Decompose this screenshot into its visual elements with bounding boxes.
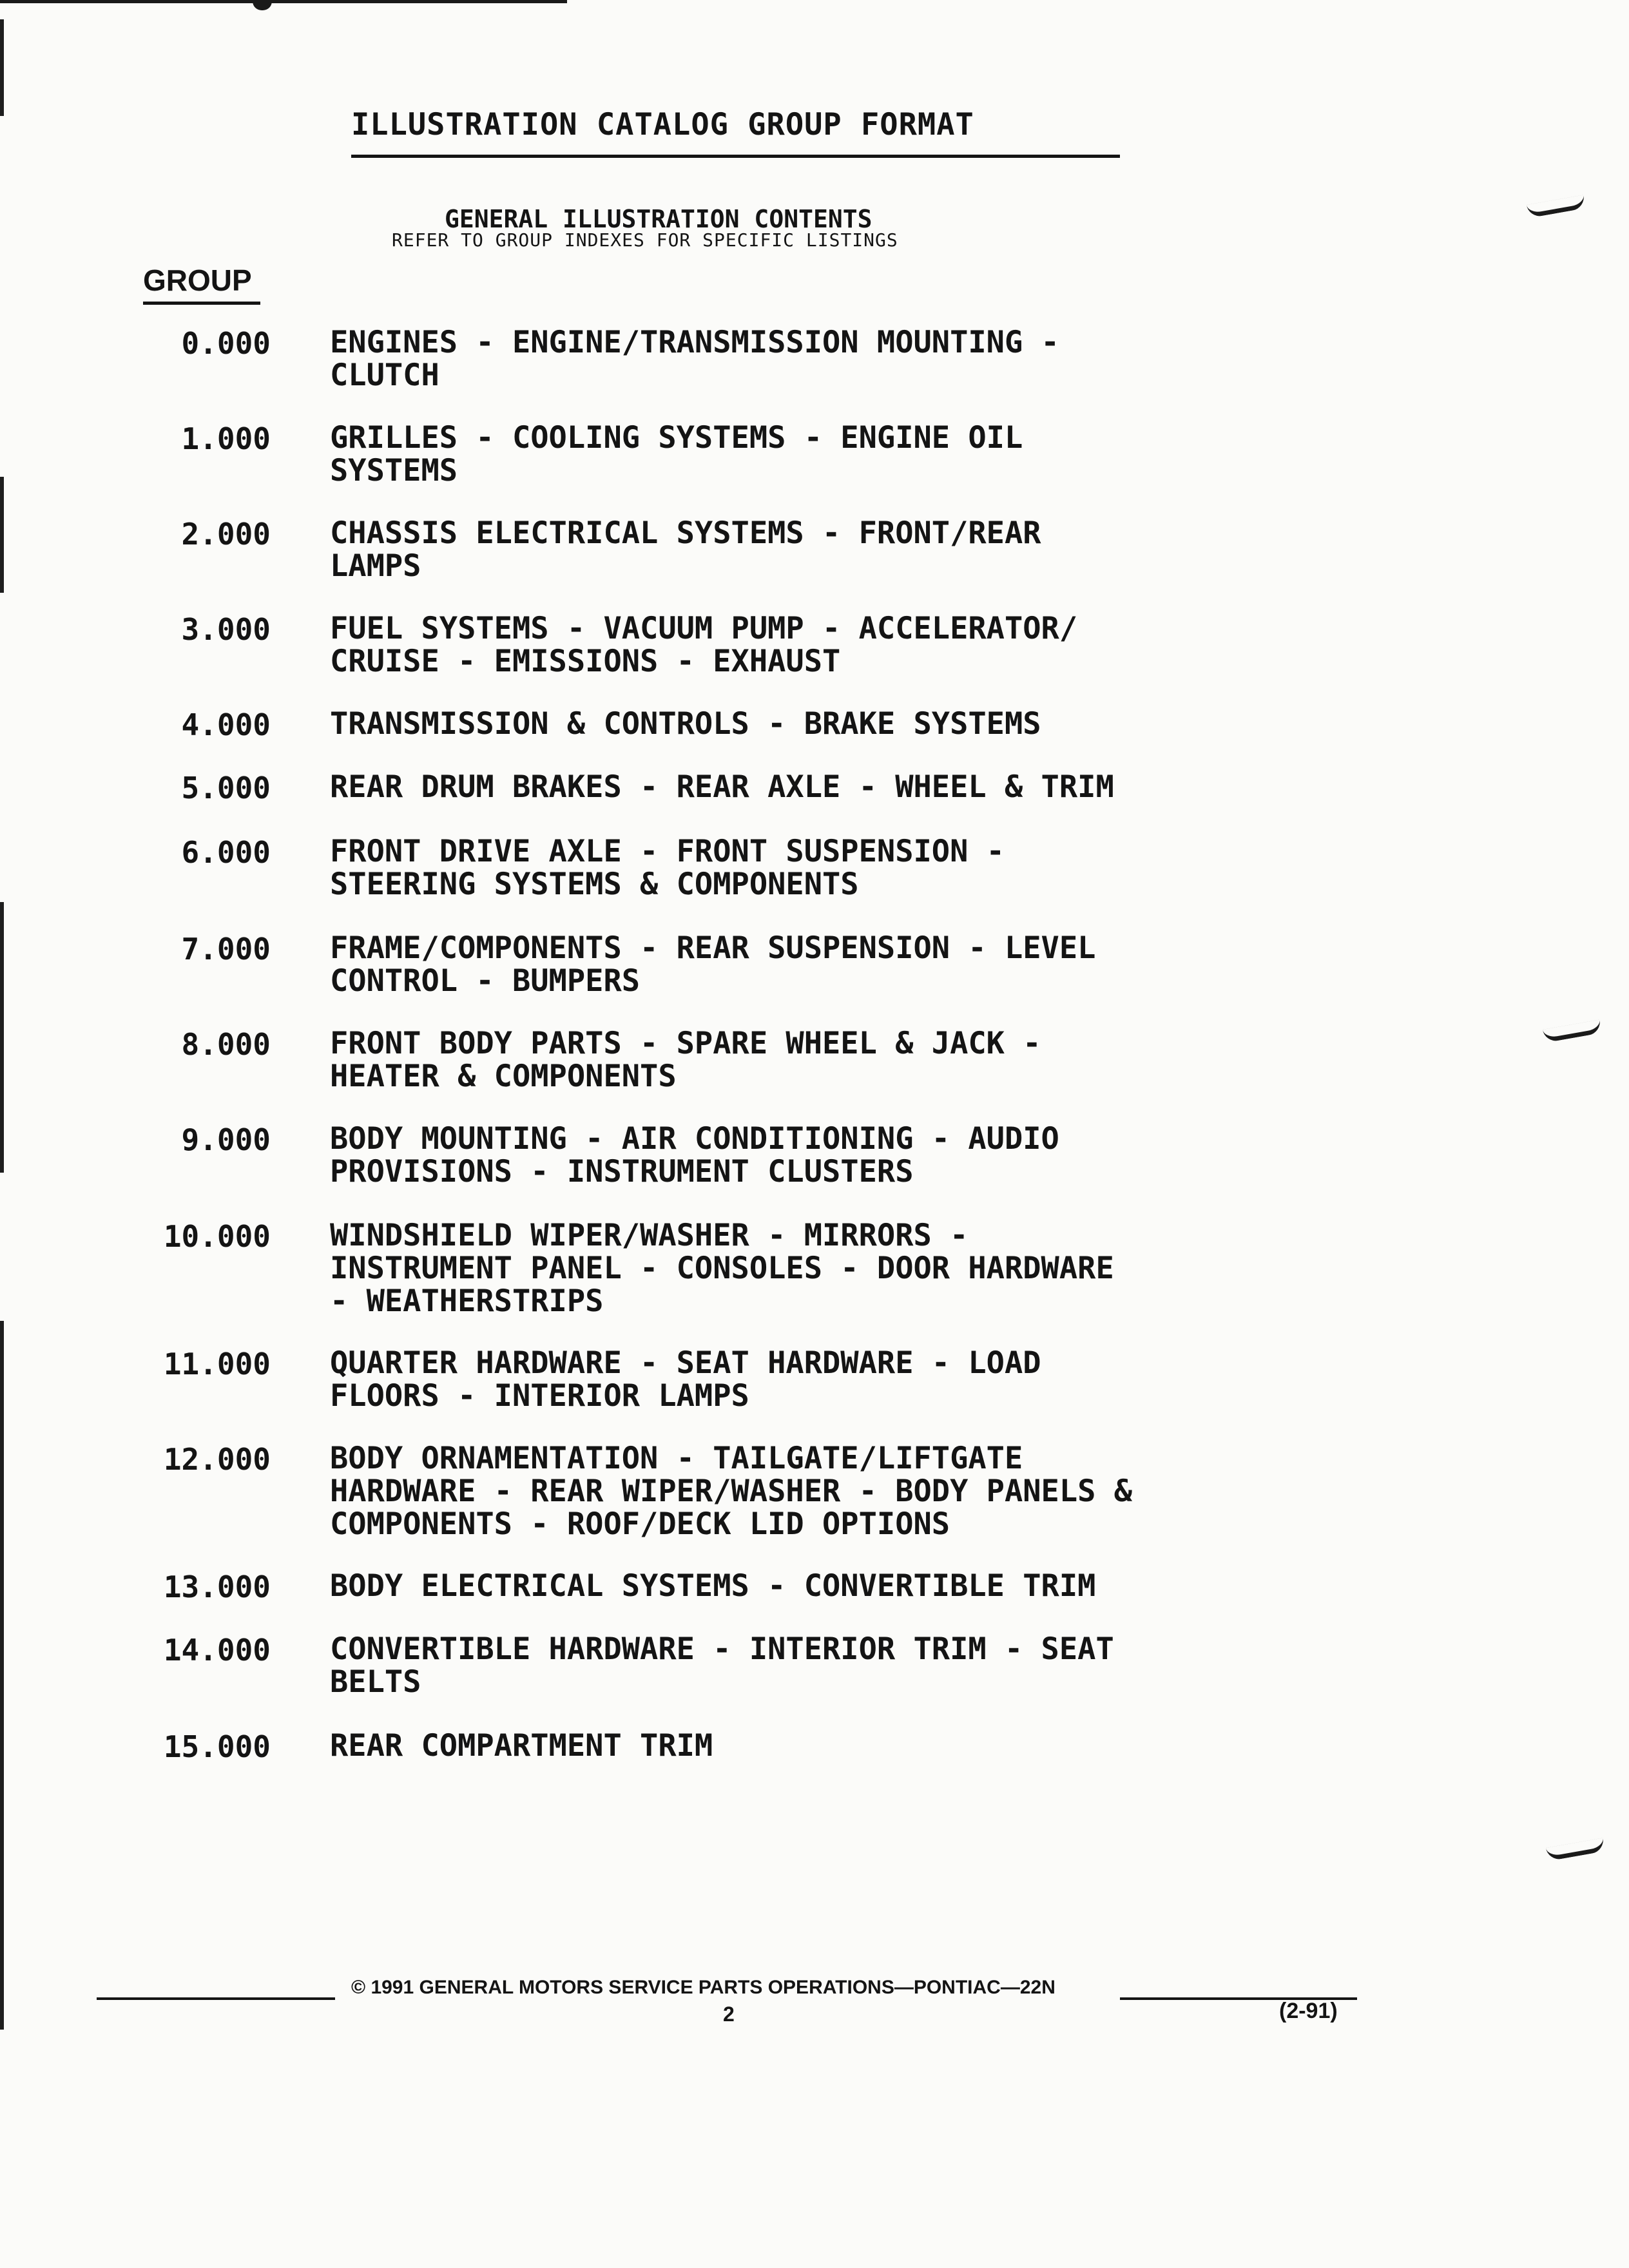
scan-edge-left (0, 19, 4, 116)
scan-edge-left (0, 477, 4, 593)
punch-hole-mark (1527, 195, 1586, 218)
group-description: WINDSHIELD WIPER/WASHER - MIRRORS - INSTRUMENT PANEL - CONSOLES - DOOR HARDWARE - WEATHERSTRIPS (330, 1218, 1114, 1319)
reference-note: REFER TO GROUP INDEXES FOR SPECIFIC LISTINGS (392, 229, 898, 251)
punch-hole-mark (1543, 1019, 1602, 1043)
group-number: 15.000 (163, 1729, 271, 1764)
group-description: CONVERTIBLE HARDWARE - INTERIOR TRIM - SEAT BELTS (330, 1631, 1114, 1700)
scan-edge-left (0, 902, 4, 1173)
group-description: GRILLES - COOLING SYSTEMS - ENGINE OIL SYSTEMS (330, 420, 1023, 488)
group-number: 13.000 (163, 1570, 271, 1604)
scan-edge-top (0, 0, 567, 3)
group-number: 5.000 (181, 771, 271, 805)
group-description: REAR COMPARTMENT TRIM (330, 1728, 713, 1763)
group-description: FRONT BODY PARTS - SPARE WHEEL & JACK - HEATER & COMPONENTS (330, 1026, 1041, 1094)
group-number: 12.000 (163, 1442, 271, 1477)
group-number: 3.000 (181, 612, 271, 647)
group-number: 11.000 (163, 1347, 271, 1381)
revision-date: (2-91) (1279, 1999, 1338, 2023)
group-header-underline (143, 302, 260, 305)
group-number: 4.000 (181, 707, 271, 742)
punch-hole-mark (1546, 1838, 1605, 1861)
group-number: 0.000 (181, 326, 271, 361)
scan-edge-mark (253, 0, 272, 10)
group-description: FRAME/COMPONENTS - REAR SUSPENSION - LEVEL CONTROL - BUMPERS (330, 930, 1096, 999)
group-number: 1.000 (181, 421, 271, 456)
page-number: 2 (723, 2003, 735, 2026)
group-description: FUEL SYSTEMS - VACUUM PUMP - ACCELERATOR/ CRUISE - EMISSIONS - EXHAUST (330, 611, 1078, 679)
group-number: 7.000 (181, 932, 271, 966)
group-description: BODY MOUNTING - AIR CONDITIONING - AUDIO PROVISIONS - INSTRUMENT CLUSTERS (330, 1121, 1059, 1189)
footer-rule (97, 1997, 335, 2000)
group-description: ENGINES - ENGINE/TRANSMISSION MOUNTING - CLUTCH (330, 325, 1059, 393)
group-description: QUARTER HARDWARE - SEAT HARDWARE - LOAD FLOORS - INTERIOR LAMPS (330, 1345, 1041, 1414)
group-number: 6.000 (181, 835, 271, 870)
section-subtitle: GENERAL ILLUSTRATION CONTENTS (445, 205, 872, 233)
group-description: CHASSIS ELECTRICAL SYSTEMS - FRONT/REAR LAMPS (330, 515, 1041, 584)
group-column-header: GROUP (143, 264, 252, 297)
group-number: 14.000 (163, 1633, 271, 1667)
group-description: REAR DRUM BRAKES - REAR AXLE - WHEEL & TRIM (330, 769, 1114, 805)
title-underline (351, 155, 1120, 158)
group-description: TRANSMISSION & CONTROLS - BRAKE SYSTEMS (330, 706, 1041, 742)
group-description: BODY ORNAMENTATION - TAILGATE/LIFTGATE HARDWARE - REAR WIPER/WASHER - BODY PANELS & COMPONENTS - ROOF/DECK LID OPTIONS (330, 1441, 1133, 1542)
footer-copyright: © 1991 GENERAL MOTORS SERVICE PARTS OPERATIONS—PONTIAC—22N (351, 1977, 1055, 1998)
group-description: FRONT DRIVE AXLE - FRONT SUSPENSION - STEERING SYSTEMS & COMPONENTS (330, 834, 1005, 902)
group-number: 8.000 (181, 1027, 271, 1062)
group-number: 9.000 (181, 1122, 271, 1157)
group-number: 2.000 (181, 517, 271, 552)
group-description: BODY ELECTRICAL SYSTEMS - CONVERTIBLE TRIM (330, 1568, 1096, 1604)
group-number: 10.000 (163, 1219, 271, 1254)
page-title: ILLUSTRATION CATALOG GROUP FORMAT (351, 107, 974, 142)
scan-edge-left (0, 1321, 4, 2030)
